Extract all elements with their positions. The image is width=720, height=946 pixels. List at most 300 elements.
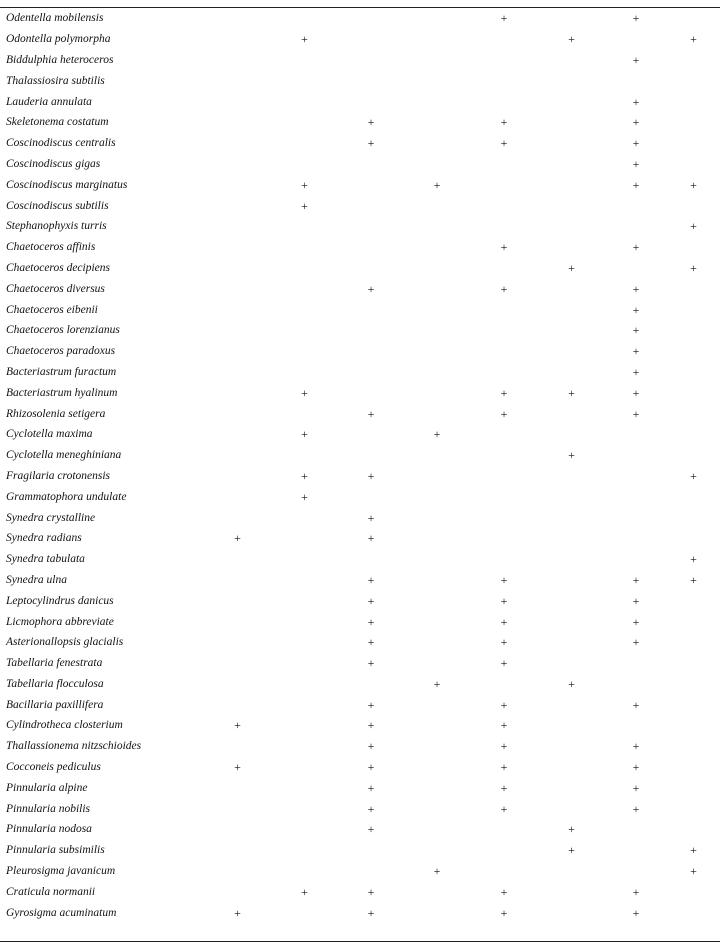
occurrence-cell	[667, 715, 720, 736]
species-name: Thallassionema nitzschioides	[6, 740, 142, 753]
occurrence-cell	[404, 507, 470, 528]
occurrence-cell: +	[568, 260, 575, 275]
species-name: Licmophora abbreviate	[6, 615, 114, 628]
occurrence-cell	[667, 694, 720, 715]
species-name: Stephanophyxis turris	[6, 220, 107, 233]
species-name: Coscinodiscus subtilis	[6, 199, 109, 212]
occurrence-cell	[338, 154, 404, 175]
occurrence-cell: +	[500, 11, 508, 26]
occurrence-cell	[271, 549, 338, 570]
table-row	[0, 195, 720, 216]
occurrence-cell	[538, 694, 605, 715]
occurrence-cell: +	[301, 385, 308, 400]
occurrence-cell	[271, 8, 338, 29]
occurrence-cell	[271, 590, 338, 611]
occurrence-cell	[470, 819, 538, 840]
species-name: Pinnularia nodosa	[6, 823, 92, 836]
occurrence-cell	[605, 528, 667, 549]
occurrence-cell	[470, 216, 538, 237]
occurrence-cell	[667, 112, 720, 133]
occurrence-cell	[667, 653, 720, 674]
occurrence-cell	[404, 881, 470, 902]
occurrence-cell	[204, 50, 271, 71]
species-name: Pinnularia nobilis	[6, 802, 91, 815]
occurrence-cell: +	[632, 323, 640, 338]
occurrence-cell	[271, 840, 338, 861]
occurrence-cell: +	[500, 406, 508, 421]
occurrence-cell	[538, 50, 605, 71]
table-row	[0, 341, 720, 362]
occurrence-cell	[667, 50, 720, 71]
occurrence-cell	[605, 445, 667, 466]
occurrence-cell	[470, 50, 538, 71]
occurrence-cell	[538, 507, 605, 528]
occurrence-cell	[204, 570, 271, 591]
occurrence-cell	[605, 466, 667, 487]
occurrence-cell	[404, 549, 470, 570]
occurrence-cell: +	[367, 780, 375, 795]
occurrence-cell	[271, 154, 338, 175]
occurrence-cell	[538, 154, 605, 175]
species-name: Cyclotella maxima	[6, 428, 93, 441]
occurrence-cell	[404, 8, 470, 29]
occurrence-cell	[667, 486, 720, 507]
occurrence-cell	[404, 653, 470, 674]
occurrence-cell: +	[690, 552, 697, 567]
occurrence-cell	[667, 70, 720, 91]
occurrence-cell	[538, 70, 605, 91]
occurrence-cell	[338, 174, 404, 195]
occurrence-cell	[470, 29, 538, 50]
occurrence-cell	[667, 237, 720, 258]
occurrence-cell: +	[234, 718, 241, 733]
occurrence-cell	[470, 362, 538, 383]
occurrence-cell: +	[367, 905, 375, 920]
table-row	[0, 445, 720, 466]
occurrence-cell	[271, 403, 338, 424]
occurrence-cell: +	[433, 427, 441, 442]
occurrence-cell	[470, 466, 538, 487]
occurrence-cell	[271, 258, 338, 279]
occurrence-cell	[605, 653, 667, 674]
occurrence-cell: +	[632, 281, 640, 296]
occurrence-cell: +	[632, 156, 640, 171]
occurrence-cell: +	[367, 115, 375, 130]
occurrence-cell: +	[301, 468, 308, 483]
occurrence-cell	[338, 861, 404, 882]
occurrence-cell: +	[433, 177, 441, 192]
occurrence-cell: +	[632, 94, 640, 109]
occurrence-cell: +	[500, 115, 508, 130]
occurrence-cell: +	[632, 52, 640, 67]
occurrence-cell	[470, 70, 538, 91]
occurrence-cell	[667, 881, 720, 902]
occurrence-cell	[538, 341, 605, 362]
occurrence-cell	[338, 424, 404, 445]
occurrence-cell	[338, 382, 404, 403]
occurrence-cell	[204, 341, 271, 362]
occurrence-cell	[667, 819, 720, 840]
occurrence-cell: +	[367, 572, 375, 587]
occurrence-cell	[338, 29, 404, 50]
occurrence-cell	[271, 507, 338, 528]
occurrence-cell	[470, 91, 538, 112]
occurrence-cell	[404, 299, 470, 320]
species-name: Pleurosigma javanicum	[6, 865, 116, 878]
occurrence-cell	[667, 590, 720, 611]
table-row	[0, 902, 720, 923]
occurrence-cell	[204, 403, 271, 424]
occurrence-cell	[338, 237, 404, 258]
occurrence-cell: +	[367, 281, 375, 296]
occurrence-cell	[605, 216, 667, 237]
occurrence-cell	[204, 694, 271, 715]
table-row	[0, 549, 720, 570]
occurrence-cell	[204, 133, 271, 154]
table-row	[0, 715, 720, 736]
occurrence-cell: +	[234, 760, 241, 775]
occurrence-cell	[538, 861, 605, 882]
species-name: Tabellaria flocculosa	[6, 677, 104, 690]
occurrence-cell	[271, 133, 338, 154]
table-row	[0, 382, 720, 403]
occurrence-cell: +	[433, 864, 441, 879]
occurrence-cell	[338, 486, 404, 507]
table-row	[0, 736, 720, 757]
species-name: Synedra ulna	[6, 573, 68, 586]
occurrence-cell: +	[690, 177, 697, 192]
occurrence-cell	[271, 611, 338, 632]
occurrence-cell	[538, 91, 605, 112]
table-row	[0, 299, 720, 320]
occurrence-cell	[667, 320, 720, 341]
occurrence-cell	[204, 112, 271, 133]
occurrence-cell	[470, 154, 538, 175]
occurrence-cell: +	[690, 219, 697, 234]
occurrence-cell	[204, 174, 271, 195]
occurrence-cell	[667, 278, 720, 299]
occurrence-cell	[605, 549, 667, 570]
table-row	[0, 133, 720, 154]
occurrence-cell: +	[568, 448, 575, 463]
occurrence-cell	[538, 798, 605, 819]
occurrence-cell	[605, 819, 667, 840]
occurrence-cell	[204, 819, 271, 840]
occurrence-cell	[271, 70, 338, 91]
occurrence-cell	[404, 133, 470, 154]
occurrence-cell	[271, 91, 338, 112]
occurrence-cell	[667, 424, 720, 445]
table-row	[0, 466, 720, 487]
species-occurrence-table	[0, 8, 720, 923]
occurrence-cell	[538, 466, 605, 487]
occurrence-cell	[204, 611, 271, 632]
table-row	[0, 840, 720, 861]
occurrence-cell	[667, 341, 720, 362]
occurrence-cell	[470, 174, 538, 195]
occurrence-cell	[338, 674, 404, 695]
table-row	[0, 174, 720, 195]
occurrence-cell	[404, 528, 470, 549]
occurrence-cell: +	[500, 635, 508, 650]
occurrence-cell	[605, 195, 667, 216]
occurrence-cell	[271, 736, 338, 757]
table-row	[0, 757, 720, 778]
table-body	[0, 8, 720, 923]
species-name: Cocconeis pediculus	[6, 761, 101, 774]
table-row	[0, 819, 720, 840]
occurrence-cell: +	[367, 635, 375, 650]
occurrence-cell: +	[690, 260, 697, 275]
species-name: Grammatophora undulate	[6, 490, 127, 503]
species-name: Lauderia annulata	[6, 95, 92, 108]
table-row	[0, 403, 720, 424]
occurrence-cell	[204, 653, 271, 674]
occurrence-cell	[404, 694, 470, 715]
occurrence-cell: +	[690, 864, 697, 879]
occurrence-cell: +	[632, 593, 640, 608]
occurrence-cell: +	[367, 406, 375, 421]
species-name: Bacillaria paxillifera	[6, 698, 104, 711]
occurrence-cell	[538, 653, 605, 674]
occurrence-cell	[271, 320, 338, 341]
occurrence-cell	[470, 258, 538, 279]
occurrence-cell	[271, 757, 338, 778]
occurrence-cell	[204, 237, 271, 258]
occurrence-cell	[404, 777, 470, 798]
occurrence-cell	[404, 70, 470, 91]
occurrence-cell	[204, 8, 271, 29]
occurrence-cell	[404, 570, 470, 591]
occurrence-cell	[271, 216, 338, 237]
species-name: Pinnularia subsimilis	[6, 844, 105, 857]
occurrence-cell	[605, 70, 667, 91]
occurrence-cell: +	[690, 843, 697, 858]
occurrence-cell	[338, 362, 404, 383]
occurrence-cell	[404, 736, 470, 757]
table-row	[0, 50, 720, 71]
occurrence-cell	[404, 715, 470, 736]
occurrence-cell	[538, 590, 605, 611]
occurrence-cell	[667, 798, 720, 819]
occurrence-cell	[204, 881, 271, 902]
occurrence-cell	[204, 362, 271, 383]
table-row	[0, 486, 720, 507]
species-name: Gyrosigma acuminatum	[6, 906, 117, 919]
species-name: Coscinodiscus gigas	[6, 157, 101, 170]
occurrence-cell: +	[500, 739, 508, 754]
occurrence-cell	[271, 798, 338, 819]
table-row	[0, 881, 720, 902]
occurrence-cell: +	[632, 385, 640, 400]
occurrence-cell	[271, 341, 338, 362]
species-name: Chaetoceros diversus	[6, 282, 105, 295]
occurrence-cell	[204, 466, 271, 487]
occurrence-cell	[204, 216, 271, 237]
occurrence-cell: +	[500, 281, 508, 296]
occurrence-cell: +	[301, 884, 308, 899]
occurrence-cell	[338, 299, 404, 320]
occurrence-cell: +	[367, 614, 375, 629]
species-name: Cylindrotheca closterium	[6, 719, 123, 732]
occurrence-cell: +	[632, 614, 640, 629]
occurrence-cell	[404, 112, 470, 133]
occurrence-cell: +	[690, 572, 697, 587]
table-row	[0, 528, 720, 549]
occurrence-cell	[667, 133, 720, 154]
table-row	[0, 320, 720, 341]
occurrence-cell: +	[367, 656, 375, 671]
table-row	[0, 590, 720, 611]
occurrence-cell	[538, 715, 605, 736]
species-name: Tabellaria fenestrata	[6, 657, 103, 670]
table-row	[0, 653, 720, 674]
occurrence-cell: +	[632, 11, 640, 26]
occurrence-cell	[404, 445, 470, 466]
occurrence-cell	[538, 278, 605, 299]
occurrence-cell: +	[500, 656, 508, 671]
occurrence-cell	[204, 91, 271, 112]
table-row	[0, 424, 720, 445]
table-row	[0, 70, 720, 91]
occurrence-cell: +	[690, 468, 697, 483]
occurrence-cell: +	[367, 531, 375, 546]
occurrence-cell	[404, 341, 470, 362]
occurrence-cell	[538, 757, 605, 778]
occurrence-cell	[667, 757, 720, 778]
occurrence-cell	[470, 445, 538, 466]
occurrence-cell	[271, 112, 338, 133]
table-row	[0, 278, 720, 299]
occurrence-cell	[538, 632, 605, 653]
occurrence-cell	[271, 237, 338, 258]
occurrence-cell	[271, 50, 338, 71]
table-row	[0, 507, 720, 528]
occurrence-cell: +	[500, 385, 508, 400]
occurrence-cell: +	[367, 697, 375, 712]
occurrence-cell: +	[690, 32, 697, 47]
occurrence-cell: +	[367, 884, 375, 899]
occurrence-cell	[470, 341, 538, 362]
occurrence-cell: +	[367, 593, 375, 608]
occurrence-cell	[271, 570, 338, 591]
table-row	[0, 611, 720, 632]
occurrence-cell: +	[367, 468, 375, 483]
species-name: Chaetoceros eibenii	[6, 303, 98, 316]
occurrence-cell: +	[632, 905, 640, 920]
occurrence-cell	[538, 8, 605, 29]
occurrence-cell	[271, 674, 338, 695]
occurrence-cell	[667, 195, 720, 216]
occurrence-cell	[538, 362, 605, 383]
species-name: Odentella mobilensis	[6, 12, 104, 25]
table-row	[0, 29, 720, 50]
species-name: Cyclotella meneghiniana	[6, 449, 122, 462]
occurrence-cell	[470, 507, 538, 528]
occurrence-cell	[338, 840, 404, 861]
occurrence-cell: +	[367, 510, 375, 525]
occurrence-cell	[667, 91, 720, 112]
occurrence-cell	[538, 424, 605, 445]
occurrence-cell	[204, 445, 271, 466]
occurrence-cell	[538, 320, 605, 341]
occurrence-cell	[338, 216, 404, 237]
occurrence-cell	[605, 486, 667, 507]
table-row	[0, 674, 720, 695]
table-row	[0, 777, 720, 798]
occurrence-cell	[404, 154, 470, 175]
occurrence-cell: +	[500, 593, 508, 608]
occurrence-cell	[404, 757, 470, 778]
occurrence-cell	[667, 736, 720, 757]
occurrence-cell: +	[632, 635, 640, 650]
occurrence-cell: +	[500, 905, 508, 920]
occurrence-cell	[204, 195, 271, 216]
occurrence-cell	[204, 590, 271, 611]
occurrence-cell: +	[301, 32, 308, 47]
occurrence-cell	[404, 50, 470, 71]
occurrence-cell: +	[632, 760, 640, 775]
occurrence-cell	[271, 694, 338, 715]
table-row	[0, 154, 720, 175]
occurrence-cell: +	[632, 240, 640, 255]
occurrence-cell	[538, 570, 605, 591]
occurrence-cell	[271, 715, 338, 736]
species-name: Chaetoceros affinis	[6, 241, 96, 254]
occurrence-cell: +	[500, 801, 508, 816]
occurrence-cell	[338, 91, 404, 112]
occurrence-cell: +	[500, 697, 508, 712]
occurrence-cell: +	[568, 32, 575, 47]
occurrence-cell	[404, 486, 470, 507]
occurrence-cell	[404, 216, 470, 237]
occurrence-cell	[404, 195, 470, 216]
species-name: Asterionallopsis glacialis	[6, 636, 124, 649]
occurrence-cell: +	[500, 572, 508, 587]
table-row	[0, 798, 720, 819]
occurrence-cell: +	[500, 718, 508, 733]
occurrence-cell	[667, 8, 720, 29]
occurrence-cell	[470, 299, 538, 320]
occurrence-cell	[538, 486, 605, 507]
occurrence-cell	[538, 133, 605, 154]
species-name: Pinnularia alpine	[6, 781, 88, 794]
occurrence-cell	[204, 382, 271, 403]
occurrence-cell	[338, 258, 404, 279]
occurrence-cell: +	[632, 302, 640, 317]
occurrence-cell	[470, 861, 538, 882]
occurrence-cell: +	[500, 240, 508, 255]
occurrence-cell	[538, 216, 605, 237]
occurrence-cell	[271, 362, 338, 383]
species-name: Thalassiosira subtilis	[6, 74, 105, 87]
species-name: Synedra crystalline	[6, 511, 96, 524]
occurrence-cell: +	[568, 385, 575, 400]
occurrence-cell	[667, 382, 720, 403]
occurrence-cell	[538, 777, 605, 798]
occurrence-cell	[404, 258, 470, 279]
occurrence-cell	[404, 382, 470, 403]
occurrence-cell	[538, 299, 605, 320]
occurrence-cell	[605, 29, 667, 50]
occurrence-cell	[538, 112, 605, 133]
occurrence-cell: +	[632, 406, 640, 421]
occurrence-cell	[204, 861, 271, 882]
occurrence-cell: +	[367, 801, 375, 816]
occurrence-cell: +	[632, 572, 640, 587]
table-row	[0, 237, 720, 258]
occurrence-cell	[470, 674, 538, 695]
